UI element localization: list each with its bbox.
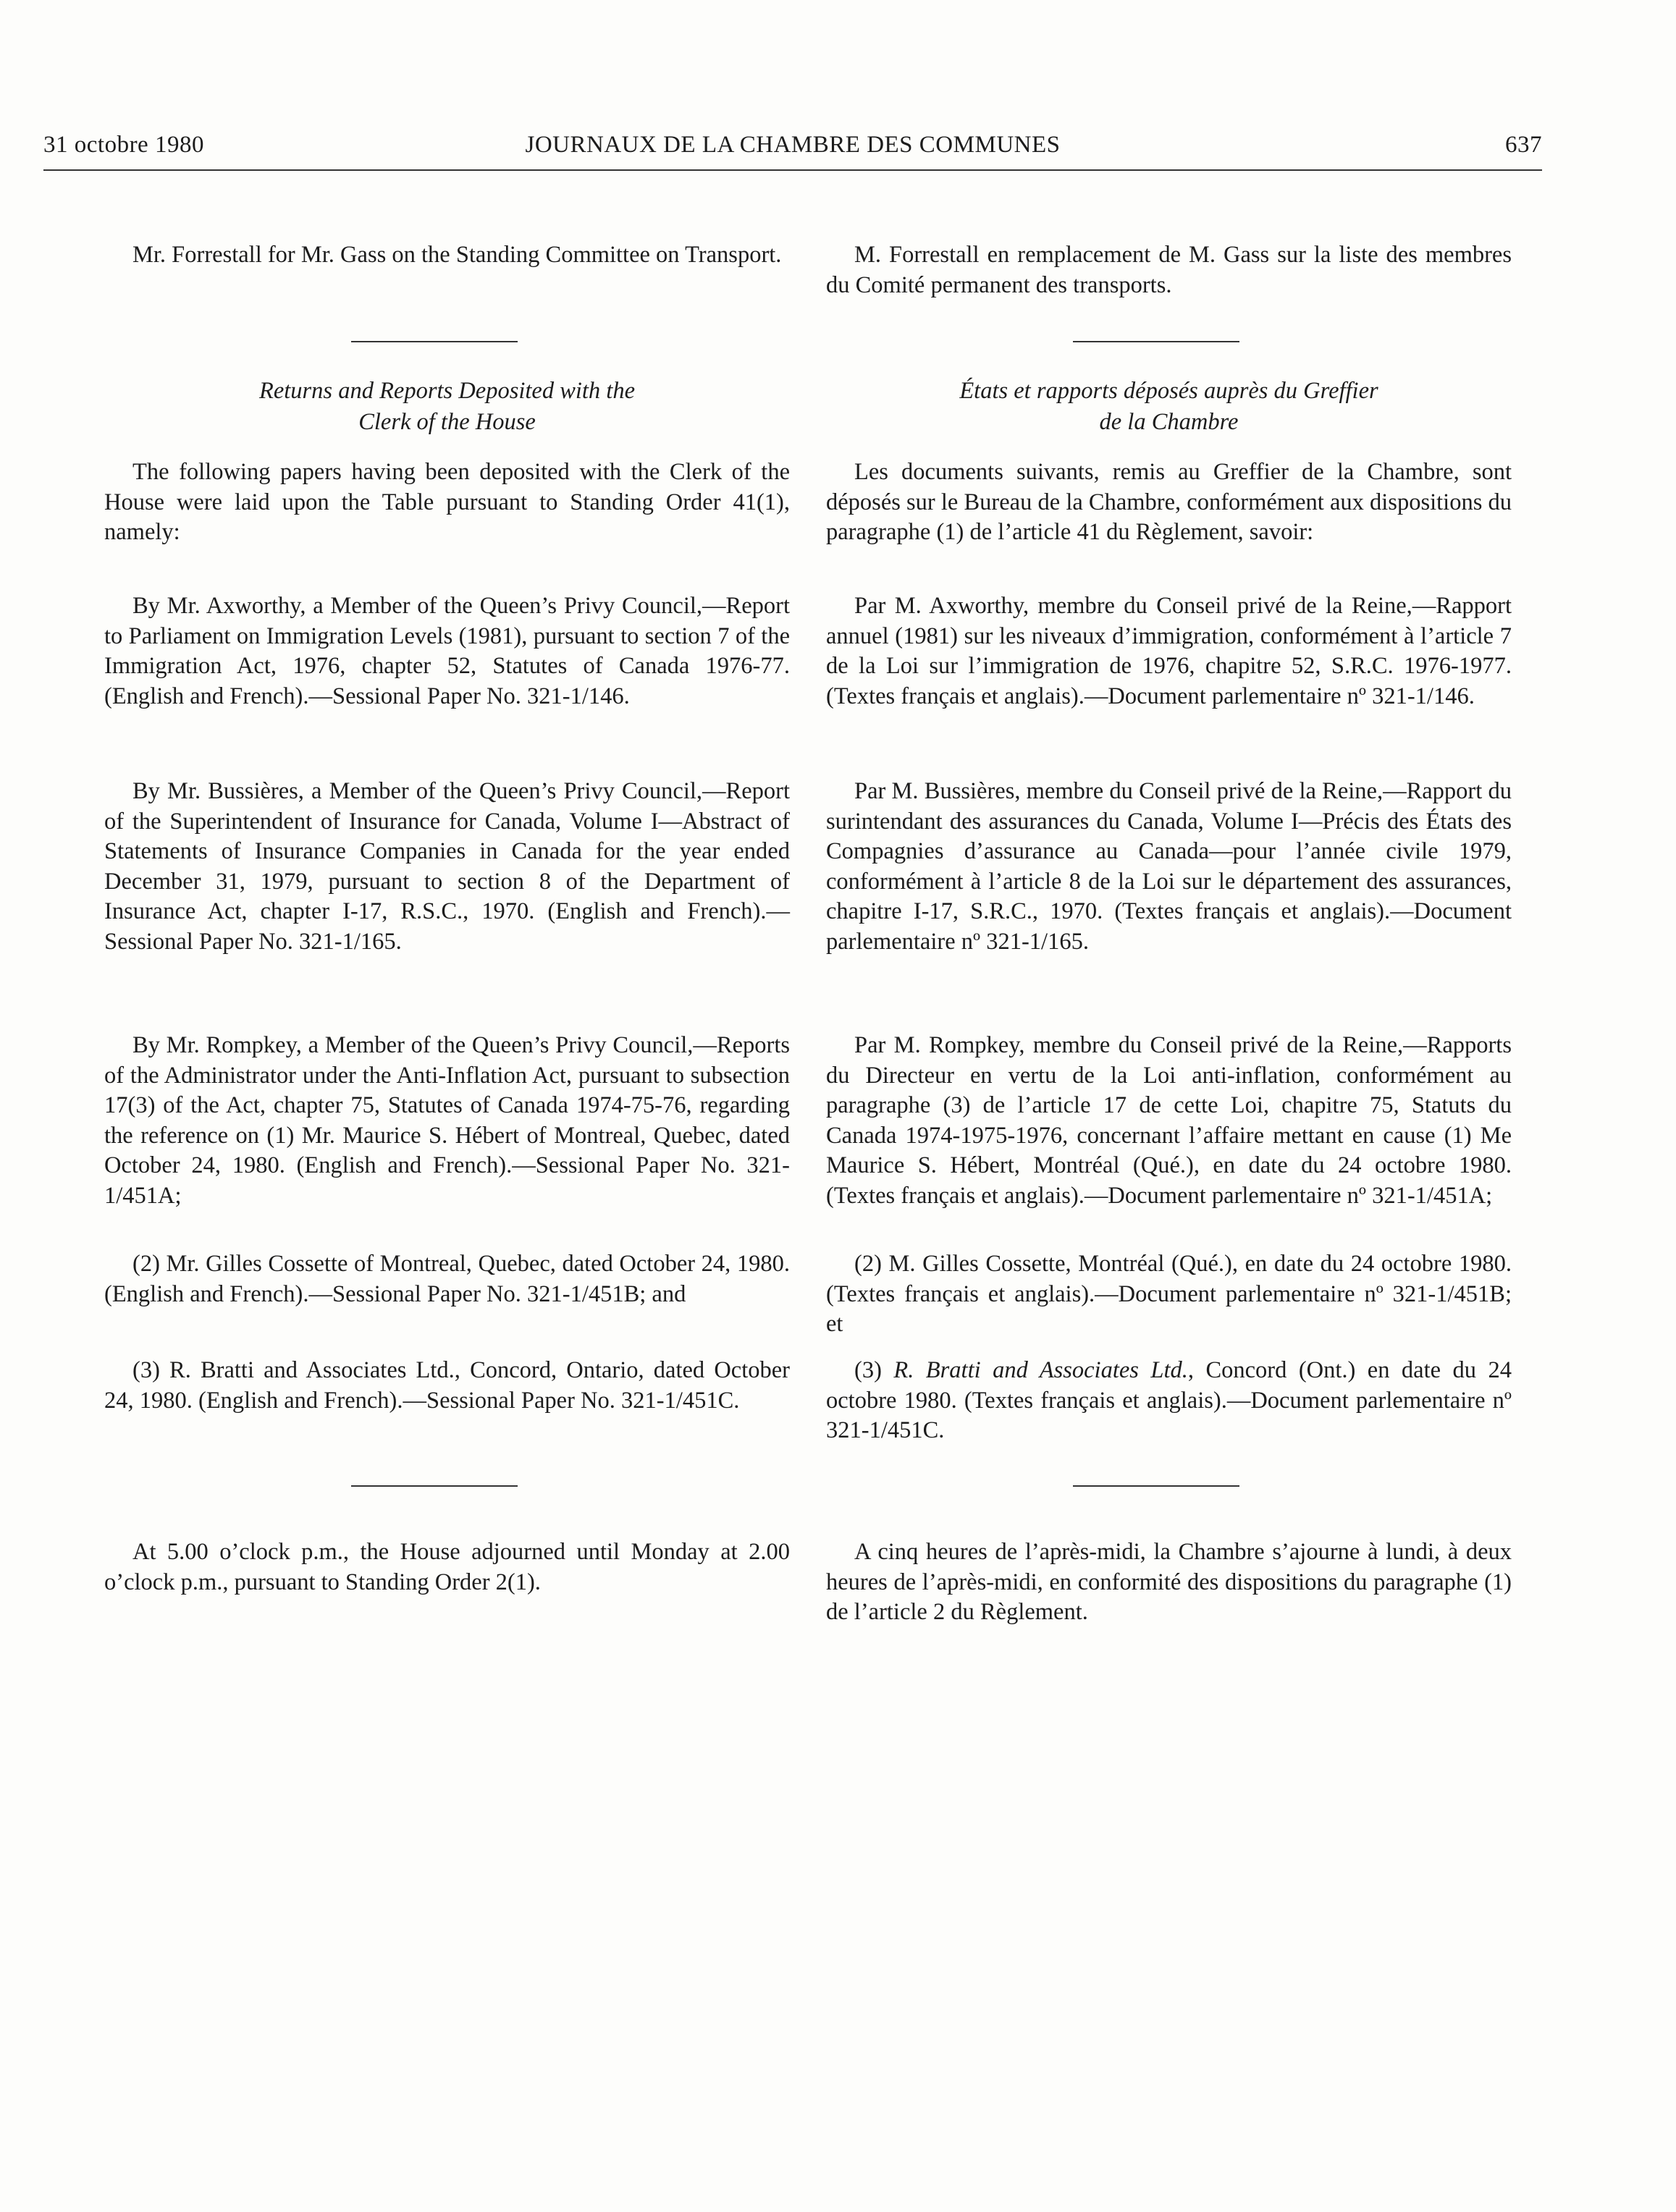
section-divider — [1073, 1485, 1239, 1487]
section-title-line1: Returns and Reports Deposited with the — [258, 378, 636, 404]
axworthy-paragraph: By Mr. Axworthy, a Member of the Queen’s Privy Council,—Report to Parliament on Immigration Levels (1981), pursuant to section 7 of the Immigration Act, 1976, chapter 52, Statutes of Canada 1976-77. (English and French).—Sessional Paper No. 321-1/146. — [104, 593, 790, 709]
intro-paragraph: The following papers having been deposited with the Clerk of the House were laid upon the Table pursuant to Standing Order 41(1), namely: — [104, 459, 790, 545]
section-divider — [351, 1485, 518, 1487]
section-title — [826, 376, 1512, 438]
page-number: 637 — [1505, 132, 1542, 158]
section-divider — [1073, 341, 1239, 342]
rompkey-paragraph: Par M. Rompkey, membre du Conseil privé de la Reine,—Rapports du Directeur en vertu de la Loi anti-inflation, conformément au paragraphe (3) de l’article 17 de cette Loi, chapitre 75, Statuts du Canada 1974-1975-1976, concernant l’affaire mettant en cause (1) Me Maurice S. Hébert, Montréal (Qué.), en date du 24 octobre 1980. (Textes français et anglais).—Document parlementaire nº 321-1/451A; — [826, 1032, 1512, 1209]
bratti-suffix: , Concord (Ont.) en date du 24 octobre 1980. (Textes français et anglais).—Document parlementaire nº 321-1/451C. — [826, 1357, 1512, 1443]
running-header — [43, 132, 1542, 171]
bratti-prefix: (3) — [854, 1357, 894, 1383]
bratti-paragraph: (3) R. Bratti and Associates Ltd., Concord, Ontario, dated October 24, 1980. (English and French).—Sessional Paper No. 321-1/451C. — [104, 1357, 790, 1414]
bratti-paragraph — [826, 1356, 1512, 1446]
rompkey-paragraph: By Mr. Rompkey, a Member of the Queen’s Privy Council,—Reports of the Administrator under the Anti-Inflation Act, pursuant to subsection 17(3) of the Act, chapter 75, Statutes of Canada 1974-75-76, regarding the reference on (1) Mr. Maurice S. Hébert of Montreal, Quebec, dated October 24, 1980. (English and French).—Sessional Paper No. 321-1/451A; — [104, 1032, 790, 1209]
cossette-paragraph: (2) Mr. Gilles Cossette of Montreal, Quebec, dated October 24, 1980. (English and French).—Sessional Paper No. 321-1/451B; and — [104, 1251, 790, 1307]
header-title: JOURNAUX DE LA CHAMBRE DES COMMUNES — [525, 132, 1061, 158]
section-title-line1: États et rapports déposés auprès du Greffier — [959, 378, 1378, 404]
substitution-paragraph: M. Forrestall en remplacement de M. Gass sur la liste des membres du Comité permanent des transports. — [826, 242, 1512, 298]
section-divider — [351, 341, 518, 342]
bratti-company-name: R. Bratti and Associates Ltd. — [893, 1357, 1188, 1383]
bussieres-paragraph: Par M. Bussières, membre du Conseil privé de la Reine,—Rapport du surintendant des assurances du Canada, Volume I—Précis des États des Compagnies d’assurance au Canada—pour l’année civile 1979, conformément à l’article 8 de la Loi sur le département des assurances, chapitre I-17, S.R.C., 1970. (Textes français et anglais).—Document parlementaire nº 321-1/165. — [826, 778, 1512, 955]
bussieres-paragraph: By Mr. Bussières, a Member of the Queen’s Privy Council,—Report of the Superintendent of Insurance for Canada, Volume I—Abstract of Statements of Insurance Companies in Canada for the year ended December 31, 1979, pursuant to section 8 of the Department of Insurance Act, chapter I-17, R.S.C., 1970. (English and French).—Sessional Paper No. 321-1/165. — [104, 778, 790, 955]
substitution-paragraph: Mr. Forrestall for Mr. Gass on the Standing Committee on Transport. — [132, 242, 782, 268]
adjournment-paragraph: At 5.00 o’clock p.m., the House adjourned until Monday at 2.00 o’clock p.m., pursuant to Standing Order 2(1). — [104, 1539, 790, 1595]
adjournment-paragraph: A cinq heures de l’après-midi, la Chambre s’ajourne à lundi, à deux heures de l’après-midi, en conformité des dispositions du paragraphe (1) de l’article 2 du Règlement. — [826, 1539, 1512, 1625]
section-title — [104, 376, 790, 438]
section-title-line2: de la Chambre — [1099, 409, 1239, 435]
header-date: 31 octobre 1980 — [43, 132, 204, 158]
axworthy-paragraph: Par M. Axworthy, membre du Conseil privé de la Reine,—Rapport annuel (1981) sur les niveaux d’immigration, conformément à l’article 7 de la Loi sur l’immigration de 1976, chapitre 52, S.R.C. 1976-1977. (Textes français et anglais).—Document parlementaire nº 321-1/146. — [826, 593, 1512, 709]
intro-paragraph: Les documents suivants, remis au Greffier de la Chambre, sont déposés sur le Bureau de la Chambre, conformément aux dispositions du paragraphe (1) de l’article 41 du Règlement, savoir: — [826, 459, 1512, 545]
cossette-paragraph: (2) M. Gilles Cossette, Montréal (Qué.), en date du 24 octobre 1980. (Textes français et anglais).—Document parlementaire nº 321-1/451B; et — [826, 1251, 1512, 1337]
section-title-line2: Clerk of the House — [358, 409, 536, 435]
